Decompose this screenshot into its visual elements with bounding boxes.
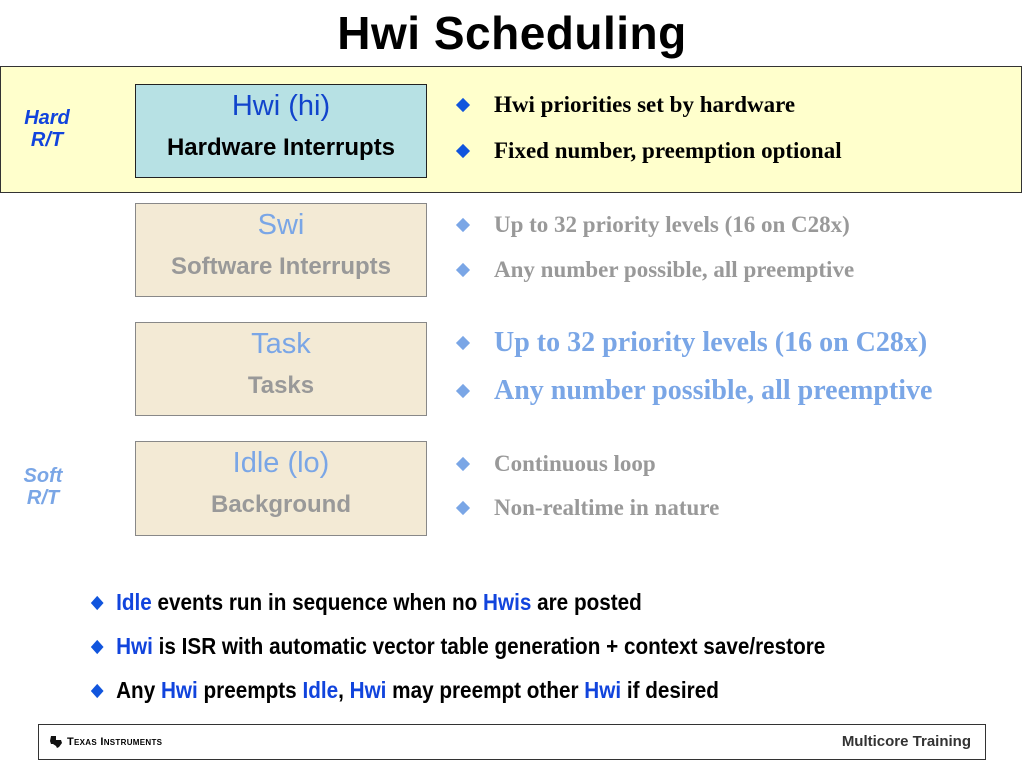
idle-box bbox=[135, 441, 427, 536]
summary-bullet-1: Idle events run in sequence when no Hwis are posted bbox=[90, 588, 825, 632]
hard-rt-label-line2: R/T bbox=[30, 129, 64, 151]
page-title: Hwi Scheduling bbox=[337, 7, 687, 59]
soft-rt-label bbox=[8, 465, 78, 509]
diamond-icon bbox=[456, 144, 470, 158]
diamond-icon bbox=[456, 218, 470, 232]
ti-logo bbox=[49, 735, 162, 749]
swi-box bbox=[135, 203, 427, 297]
soft-rt-label-line1: Soft bbox=[23, 465, 63, 487]
diamond-icon bbox=[456, 98, 470, 112]
hwi-box-name: Hwi (hi) bbox=[231, 90, 331, 122]
hwi-bullet-1: Hwi priorities set by hardware bbox=[458, 90, 842, 136]
task-box bbox=[135, 322, 427, 416]
swi-bullet-1: Up to 32 priority levels (16 on C28x) bbox=[458, 210, 854, 255]
swi-box-name: Swi bbox=[257, 209, 305, 241]
course-name: Multicore Training bbox=[841, 733, 971, 750]
footer-bar bbox=[38, 724, 986, 760]
task-bullet-1: Up to 32 priority levels (16 on C28x) bbox=[458, 326, 932, 374]
summary-bullet-3: Any Hwi preempts Idle, Hwi may preempt other Hwi if desired bbox=[90, 676, 825, 720]
soft-rt-label-line2: R/T bbox=[26, 487, 60, 509]
diamond-icon bbox=[456, 263, 470, 277]
diamond-icon bbox=[91, 596, 104, 610]
task-box-name: Task bbox=[251, 328, 311, 360]
task-bullets bbox=[458, 326, 932, 422]
ti-company-name: Texas Instruments bbox=[67, 735, 163, 748]
diamond-icon bbox=[456, 501, 470, 515]
diamond-icon bbox=[91, 684, 104, 698]
diamond-icon bbox=[456, 384, 470, 398]
diamond-icon bbox=[456, 336, 470, 350]
idle-bullets bbox=[458, 449, 719, 537]
idle-bullet-2: Non-realtime in nature bbox=[458, 493, 719, 537]
hard-rt-label bbox=[12, 107, 82, 151]
hwi-box-sub: Hardware Interrupts bbox=[166, 134, 396, 161]
swi-box-sub: Software Interrupts bbox=[170, 253, 392, 280]
hwi-bullets bbox=[458, 90, 842, 182]
task-box-sub: Tasks bbox=[247, 372, 315, 399]
idle-box-name: Idle (lo) bbox=[232, 447, 330, 479]
texas-state-icon bbox=[49, 735, 63, 749]
idle-box-sub: Background bbox=[210, 491, 351, 518]
summary-bullet-2: Hwi is ISR with automatic vector table generation + context save/restore bbox=[90, 632, 825, 676]
hard-rt-label-line1: Hard bbox=[24, 107, 70, 129]
diamond-icon bbox=[456, 457, 470, 471]
swi-bullet-2: Any number possible, all preemptive bbox=[458, 255, 854, 300]
diamond-icon bbox=[91, 640, 104, 654]
summary-bullets bbox=[90, 588, 825, 720]
idle-bullet-1: Continuous loop bbox=[458, 449, 719, 493]
swi-bullets bbox=[458, 210, 854, 300]
hwi-bullet-2: Fixed number, preemption optional bbox=[458, 136, 842, 182]
task-bullet-2: Any number possible, all preemptive bbox=[458, 374, 932, 422]
hwi-box bbox=[135, 84, 427, 178]
